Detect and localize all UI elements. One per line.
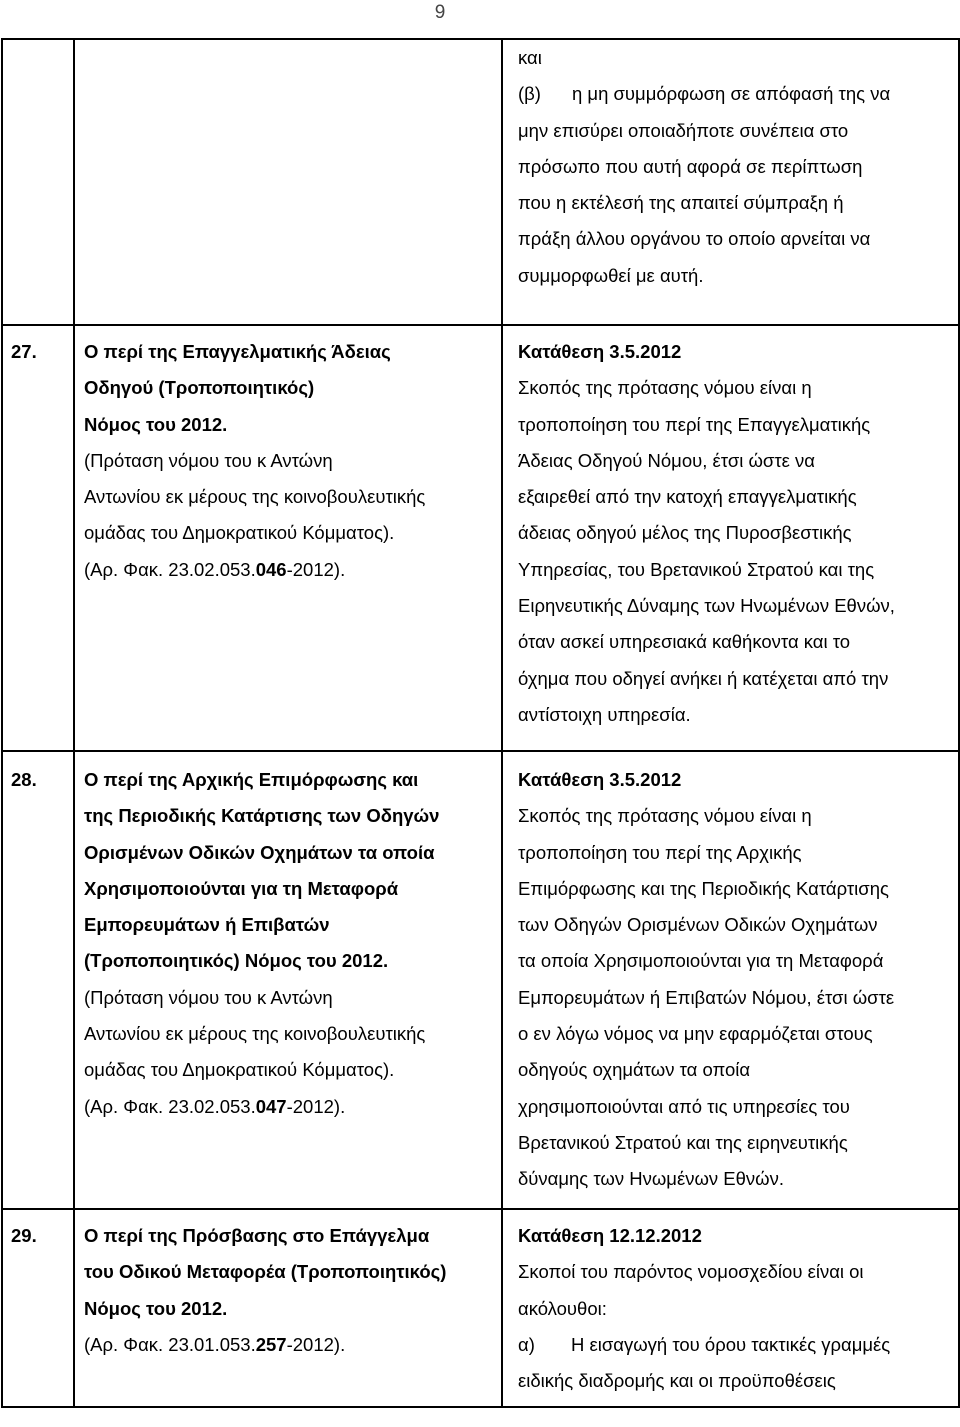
desc-line: όταν ασκεί υπηρεσιακά καθήκοντα και το [518,631,851,653]
list-item-a [518,1327,952,1363]
page-number: 9 [434,2,446,23]
desc-line: όχημα που οδηγεί ανήκει ή κατέχεται από την [518,667,889,689]
description-cell [502,39,959,325]
bill-title-line: (Τροποποιητικός) Νόμος του 2012. [84,950,389,972]
title-cell [74,1209,502,1407]
table-row [2,325,959,751]
title-cell [74,39,502,325]
desc-line: Άδειας Οδηγού Νόμου, έτσι ώστε να [518,449,815,471]
proposal-line: (Πρόταση νόμου του κ Αντώνη [84,986,333,1008]
bill-title-line: Ο περί της Πρόσβασης στο Επάγγελμα [84,1225,430,1246]
desc-line: Ειρηνευτικής Δύναμης των Ηνωμένων Εθνών, [518,595,895,617]
number-cell [2,39,74,325]
list-item-b [518,76,952,112]
description-cell [502,751,959,1209]
continuation-row [2,39,959,325]
desc-line: Βρετανικού Στρατού και της ειρηνευτικής [518,1131,848,1153]
file-ref-number: 047 [255,1095,287,1117]
table-row [2,1209,959,1407]
desc-line: τροποποίηση του περί της Αρχικής [518,841,802,863]
text-line: πράξη άλλου οργάνου το οποίο αρνείται να [518,228,871,250]
file-reference [84,1327,495,1363]
bill-title-line: Ο περί της Αρχικής Επιμόρφωσης και [84,769,419,790]
bill-title-line: Οδηγού (Τροποποιητικός) [84,377,315,399]
text-line: και [518,47,542,68]
table-row [2,751,959,1209]
bill-title-line: Ο περί της Επαγγελματικής Άδειας [84,341,391,362]
file-ref-number: 046 [255,558,287,580]
file-ref-suffix: -2012). [286,1095,346,1117]
bill-title-line: Εμπορευμάτων ή Επιβατών [84,914,330,936]
desc-line: Επιμόρφωσης και της Περιοδικής Κατάρτισης [518,877,889,899]
bill-title-line: του Οδικού Μεταφορέα (Τροποποιητικός) [84,1261,447,1283]
file-ref-suffix: -2012). [286,1333,346,1355]
desc-line: ο εν λόγω νόμος να μην εφαρμόζεται στους [518,1023,873,1045]
desc-line: τροποποίηση του περί της Επαγγελματικής [518,413,871,435]
desc-line: οδηγούς οχημάτων τα οποία [518,1059,751,1081]
file-ref-prefix: (Αρ. Φακ. 23.02.053. [84,1095,256,1117]
bill-title-line: Νόμος του 2012. [84,413,228,435]
desc-line: δύναμης των Ηνωμένων Εθνών. [518,1168,785,1190]
bill-title-line: της Περιοδικής Κατάρτισης των Οδηγών [84,805,440,827]
filing-date: Κατάθεση 3.5.2012 [518,341,682,362]
item-number: 28. [2,751,74,1209]
file-ref-prefix: (Αρ. Φακ. 23.01.053. [84,1333,256,1355]
bill-title-line: Ορισμένων Οδικών Οχημάτων τα οποία [84,841,435,863]
item-text: Η εισαγωγή του όρου τακτικές γραμμές [571,1333,891,1355]
text-line: πρόσωπο που αυτή αφορά σε περίπτωση [518,155,863,177]
file-ref-number: 257 [255,1333,287,1355]
desc-line: αντίστοιχη υπηρεσία. [518,703,691,725]
proposal-line: Αντωνίου εκ μέρους της κοινοβουλευτικής [84,1023,426,1045]
item-label: (β) [518,83,541,105]
proposal-line: ομάδας του Δημοκρατικού Κόμματος). [84,522,395,544]
file-ref-suffix: -2012). [286,558,346,580]
text-line: συμμορφωθεί με αυτή. [518,264,704,286]
bill-title-line: Νόμος του 2012. [84,1297,228,1319]
proposal-line: Αντωνίου εκ μέρους της κοινοβουλευτικής [84,486,426,508]
filing-date: Κατάθεση 12.12.2012 [518,1225,702,1246]
desc-line: εξαιρεθεί από την κατοχή επαγγελματικής [518,486,857,508]
file-ref-prefix: (Αρ. Φακ. 23.02.053. [84,558,256,580]
item-number: 29. [2,1209,74,1407]
description-cell [502,1209,959,1407]
desc-line: ακόλουθοι: [518,1297,607,1319]
title-cell [74,751,502,1209]
filing-date: Κατάθεση 3.5.2012 [518,769,682,790]
desc-line: Σκοπός της πρότασης νόμου είναι η [518,377,812,399]
title-cell [74,325,502,751]
bill-title-line: Χρησιμοποιούνται για τη Μεταφορά [84,877,399,899]
file-reference [84,552,495,588]
item-number: 27. [2,325,74,751]
desc-line: Εμπορευμάτων ή Επιβατών Νόμου, έτσι ώστε [518,986,895,1008]
desc-line: χρησιμοποιούνται από τις υπηρεσίες του [518,1095,850,1117]
desc-line: των Οδηγών Ορισμένων Οδικών Οχημάτων [518,914,878,936]
desc-line: άδειας οδηγού μέλος της Πυροσβεστικής [518,522,852,544]
item-text: η μη συμμόρφωση σε απόφασή της να [572,83,891,105]
text-line: μην επισύρει οποιαδήποτε συνέπεια στο [518,119,849,141]
proposal-line: (Πρόταση νόμου του κ Αντώνη [84,449,333,471]
description-cell [502,325,959,751]
proposal-line: ομάδας του Δημοκρατικού Κόμματος). [84,1059,395,1081]
desc-line: ειδικής διαδρομής και οι προϋποθέσεις [518,1370,836,1392]
agenda-table [1,38,960,1408]
desc-line: Υπηρεσίας, του Βρετανικού Στρατού και της [518,558,875,580]
desc-line: Σκοποί του παρόντος νομοσχεδίου είναι οι [518,1261,864,1283]
file-reference [84,1089,495,1125]
desc-line: τα οποία Χρησιμοποιούνται για τη Μεταφορά [518,950,884,972]
item-label: α) [518,1333,535,1355]
text-line: που η εκτέλεσή της απαιτεί σύμπραξη ή [518,192,844,214]
desc-line: Σκοπός της πρότασης νόμου είναι η [518,805,812,827]
